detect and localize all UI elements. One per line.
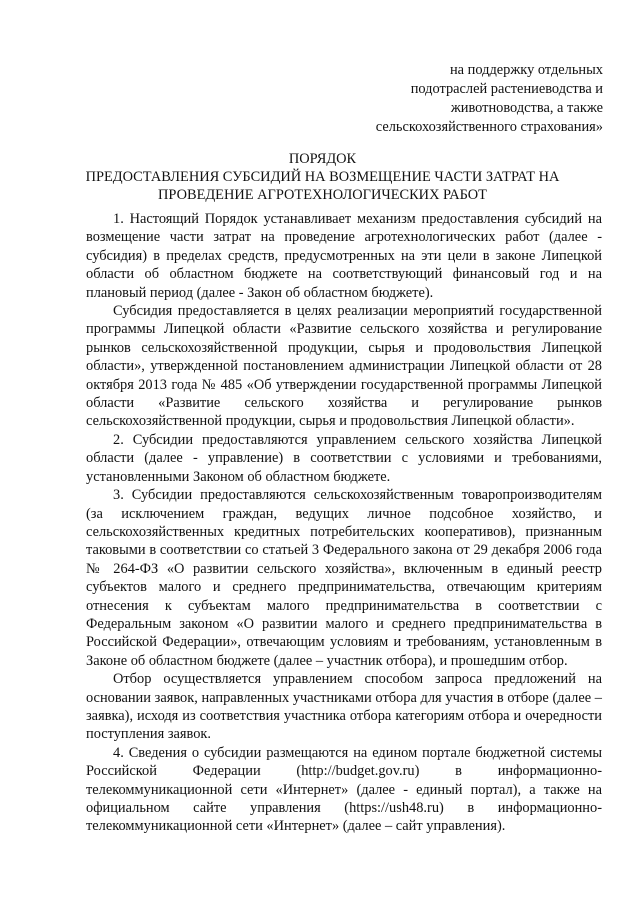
title-line: ПРОВЕДЕНИЕ АГРОТЕХНОЛОГИЧЕСКИХ РАБОТ bbox=[158, 187, 487, 203]
document-title bbox=[60, 150, 585, 204]
header-line: животноводства, а также bbox=[450, 100, 603, 116]
paragraph: 1. Настоящий Порядок устанавливает механизм предоставления субсидий на возмещение части затрат на проведение агротехнологических работ (далее - субсидия) в пределах средств, предусмотренных на эти цели в законе Липецкой области об областном бюджете на соответствующий финансовый год и на плановый период (далее - Закон об областном бюджете). bbox=[86, 211, 602, 301]
header-line: на поддержку отдельных bbox=[449, 62, 603, 78]
document-body bbox=[86, 210, 602, 836]
title-line: ПРЕДОСТАВЛЕНИЯ СУБСИДИЙ НА ВОЗМЕЩЕНИЕ ЧАСТИ ЗАТРАТ НА bbox=[85, 169, 560, 185]
paragraph: 2. Субсидии предоставляются управлением сельского хозяйства Липецкой области (далее - управление) в соответствии с условиями и требованиями, установленными Законом об областном бюджете. bbox=[86, 431, 602, 485]
paragraph: Отбор осуществляется управлением способом запроса предложений на основании заявок, направленных участниками отбора для участия в отборе (далее – заявка), исходя из соответствия участника отбора категориям отбора и очередности поступления заявок. bbox=[86, 671, 602, 743]
paragraph: 4. Сведения о субсидии размещаются на едином портале бюджетной системы Российской Федерации (http://budget.gov.ru) в информационно-телекоммуникационной сети «Интернет» (далее - единый портал), а также на официальном сайте управления (https://ush48.ru) в информационно-телекоммуникационной сети «Интернет» (далее – сайт управления). bbox=[86, 744, 602, 835]
title-line: ПОРЯДОК bbox=[288, 151, 357, 167]
header-reference-block bbox=[303, 61, 603, 137]
header-line: сельскохозяйственного страхования» bbox=[375, 119, 603, 135]
paragraph: 3. Субсидии предоставляются сельскохозяйственным товаропроизводителям (за исключением граждан, ведущих личное подсобное хозяйство, и сельскохозяйственных кредитных потребительских кооперативов), признанным таковыми в соответствии со статьей 3 Федерального закона от 29 декабря 2006 года № 264-ФЗ «О развитии сельского хозяйства», включенным в единый реестр субъектов малого и среднего предпринимательства, отвечающим критериям отнесения к субъектам малого предпринимательства в соответствии с Федеральным законом «О развитии малого и среднего предпринимательства в Российской Федерации», отвечающим условиям и требованиям, установленным в Законе об областном бюджете (далее – участник отбора), и прошедшим отбор. bbox=[86, 487, 602, 669]
paragraph: Субсидия предоставляется в целях реализации мероприятий государственной программы Липецкой области «Развитие сельского хозяйства и регулирование рынков сельскохозяйственной продукции, сырья и продовольствия Липецкой области», утвержденной постановлением администрации Липецкой области от 28 октября 2013 года № 485 «Об утверждении государственной программы Липецкой области «Развитие сельского хозяйства и регулирование рынков сельскохозяйственной продукции, сырья и продовольствия Липецкой области». bbox=[86, 303, 602, 430]
header-line: подотраслей растениеводства и bbox=[410, 81, 603, 97]
